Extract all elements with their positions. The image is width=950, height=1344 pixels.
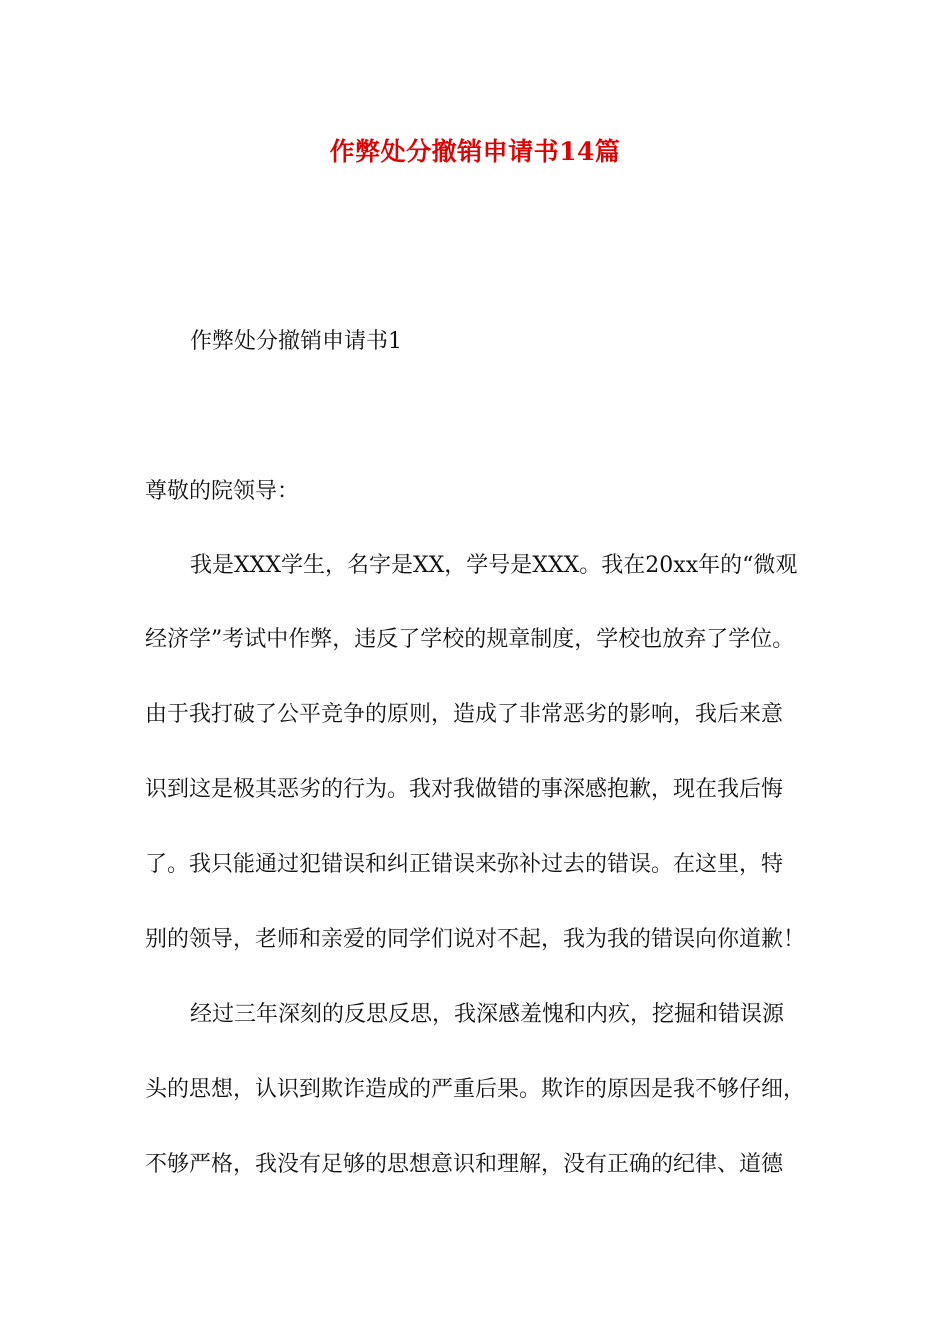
body-line: 我是XXX学生，名字是XX，学号是XXX。我在20xx年的“微观 xyxy=(190,553,798,578)
body-line: 经济学”考试中作弊，违反了学校的规章制度，学校也放弃了学位。 xyxy=(145,627,795,652)
body-line: 由于我打破了公平竞争的原则，造成了非常恶劣的影响，我后来意 xyxy=(145,702,784,727)
section-heading: 作弊处分撤销申请书1 xyxy=(190,329,402,354)
body-line: 头的思想，认识到欺诈造成的严重后果。欺诈的原因是我不够仔细， xyxy=(145,1077,806,1102)
body-line: 识到这是极其恶劣的行为。我对我做错的事深感抱歉，现在我后悔 xyxy=(145,777,784,802)
body-line: 了。我只能通过犯错误和纠正错误来弥补过去的错误。在这里，特 xyxy=(145,852,784,877)
document-title: 作弊处分撤销申请书14篇 xyxy=(329,137,621,166)
body-line: 经过三年深刻的反思反思，我深感羞愧和内疚，挖掘和错误源 xyxy=(190,1002,785,1027)
body-line: 别的领导，老师和亲爱的同学们说对不起，我为我的错误向你道歉！ xyxy=(145,927,806,952)
salutation: 尊敬的院领导： xyxy=(145,479,300,504)
body-line: 不够严格，我没有足够的思想意识和理解，没有正确的纪律、道德 xyxy=(145,1152,784,1177)
